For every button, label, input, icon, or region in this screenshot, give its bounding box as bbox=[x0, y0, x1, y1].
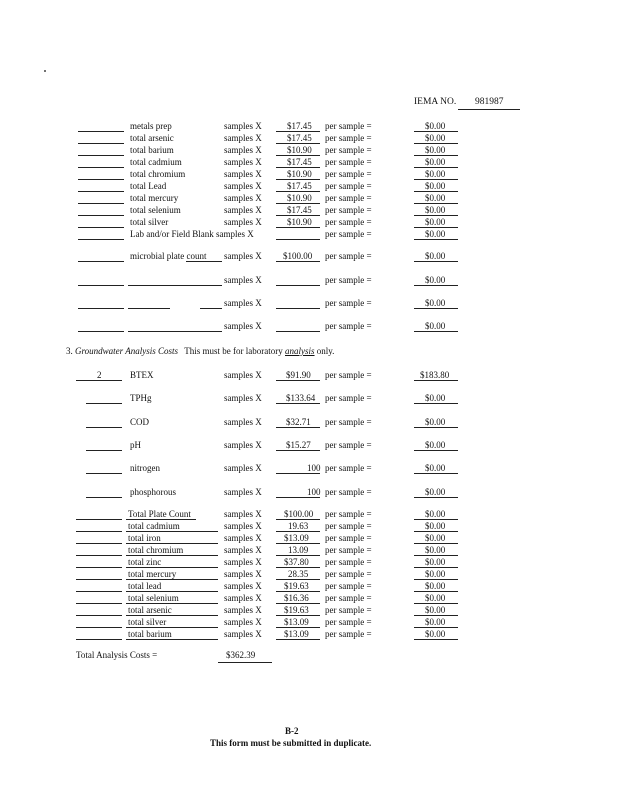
line-cost: $0.00 bbox=[425, 593, 446, 603]
qty-value: 2 bbox=[97, 370, 102, 380]
cost-underline[interactable] bbox=[414, 227, 458, 228]
samples-label: samples X bbox=[224, 521, 262, 531]
cost-underline[interactable] bbox=[414, 591, 458, 592]
price-underline[interactable] bbox=[276, 519, 320, 520]
unit-price: $16.36 bbox=[284, 593, 309, 603]
cost-underline[interactable] bbox=[414, 285, 458, 286]
qty-field[interactable] bbox=[86, 450, 122, 451]
samples-label: samples X bbox=[224, 463, 262, 473]
test-label: total mercury bbox=[130, 193, 179, 203]
per-sample-label: per sample = bbox=[325, 617, 372, 627]
unit-price: $100.00 bbox=[284, 509, 314, 519]
price-underline[interactable] bbox=[276, 531, 320, 532]
cost-underline[interactable] bbox=[414, 627, 458, 628]
test-label: total iron bbox=[128, 533, 161, 543]
label-underline[interactable] bbox=[126, 519, 196, 520]
label-underline[interactable] bbox=[126, 555, 218, 556]
cost-underline[interactable] bbox=[414, 579, 458, 580]
label-field[interactable] bbox=[128, 285, 222, 286]
label-underline[interactable] bbox=[126, 567, 218, 568]
cost-underline[interactable] bbox=[414, 331, 458, 332]
test-label: total mercury bbox=[128, 569, 177, 579]
cost-underline[interactable] bbox=[414, 567, 458, 568]
per-sample-label: per sample = bbox=[325, 157, 372, 167]
line-cost: $0.00 bbox=[425, 205, 446, 215]
line-cost: $0.00 bbox=[425, 251, 446, 261]
samples-label: samples X bbox=[224, 617, 262, 627]
samples-label: samples X bbox=[224, 393, 262, 403]
samples-label: samples X bbox=[224, 121, 262, 131]
test-label: total cadmium bbox=[128, 521, 180, 531]
qty-field[interactable] bbox=[78, 167, 124, 168]
qty-field[interactable] bbox=[86, 403, 122, 404]
samples-label: samples X bbox=[224, 321, 262, 331]
line-cost: $0.00 bbox=[425, 229, 446, 239]
cost-underline[interactable] bbox=[414, 239, 458, 240]
samples-label: samples X bbox=[224, 370, 262, 380]
unit-price: $19.63 bbox=[284, 605, 309, 615]
label-underline[interactable] bbox=[186, 261, 222, 262]
test-label: total lead bbox=[128, 581, 162, 591]
price-underline[interactable] bbox=[276, 261, 320, 262]
per-sample-label: per sample = bbox=[325, 509, 372, 519]
samples-label: samples X bbox=[224, 605, 262, 615]
total-value-underline bbox=[218, 662, 272, 663]
unit-price: $19.63 bbox=[284, 581, 309, 591]
cost-underline[interactable] bbox=[414, 261, 458, 262]
test-label: total chromium bbox=[128, 545, 184, 555]
test-label: TPHg bbox=[130, 393, 152, 403]
cost-underline[interactable] bbox=[414, 179, 458, 180]
section3-note-end: only. bbox=[316, 346, 335, 356]
scan-speck bbox=[44, 70, 46, 72]
unit-price: $10.90 bbox=[287, 169, 312, 179]
per-sample-label: per sample = bbox=[325, 417, 372, 427]
per-sample-label: per sample = bbox=[325, 121, 372, 131]
samples-label: samples X bbox=[224, 145, 262, 155]
cost-underline[interactable] bbox=[414, 167, 458, 168]
unit-price: 100 bbox=[307, 463, 321, 473]
line-cost: $183.80 bbox=[420, 370, 450, 380]
line-cost: $0.00 bbox=[425, 463, 446, 473]
qty-field[interactable] bbox=[78, 131, 124, 132]
unit-price: $17.45 bbox=[287, 181, 312, 191]
per-sample-label: per sample = bbox=[325, 605, 372, 615]
iema-label: IEMA NO. bbox=[414, 97, 457, 107]
unit-price: $17.45 bbox=[287, 157, 312, 167]
price-underline[interactable] bbox=[276, 191, 320, 192]
label-underline[interactable] bbox=[126, 579, 218, 580]
price-underline[interactable] bbox=[276, 155, 320, 156]
label-field-tail[interactable] bbox=[200, 308, 222, 309]
unit-price: $13.09 bbox=[284, 617, 309, 627]
price-underline[interactable] bbox=[276, 615, 320, 616]
samples-label: samples X bbox=[224, 157, 262, 167]
per-sample-label: per sample = bbox=[325, 193, 372, 203]
price-underline[interactable] bbox=[276, 543, 320, 544]
unit-price: 100 bbox=[307, 487, 321, 497]
qty-field[interactable] bbox=[86, 427, 122, 428]
unit-price: $17.45 bbox=[287, 121, 312, 131]
line-cost: $0.00 bbox=[425, 393, 446, 403]
qty-field[interactable] bbox=[76, 639, 122, 640]
per-sample-label: per sample = bbox=[325, 440, 372, 450]
qty-field[interactable] bbox=[76, 567, 122, 568]
test-label: nitrogen bbox=[130, 463, 160, 473]
samples-label: samples X bbox=[224, 557, 262, 567]
per-sample-label: per sample = bbox=[325, 169, 372, 179]
price-underline[interactable] bbox=[276, 603, 320, 604]
test-label: total arsenic bbox=[130, 133, 174, 143]
cost-underline[interactable] bbox=[414, 531, 458, 532]
test-label: microbial plate count bbox=[130, 251, 207, 261]
line-cost: $0.00 bbox=[425, 557, 446, 567]
qty-field[interactable] bbox=[76, 627, 122, 628]
per-sample-label: per sample = bbox=[325, 321, 372, 331]
unit-price: $10.90 bbox=[287, 217, 312, 227]
total-value: $362.39 bbox=[226, 650, 256, 660]
line-cost: $0.00 bbox=[425, 121, 446, 131]
line-cost: $0.00 bbox=[425, 617, 446, 627]
per-sample-label: per sample = bbox=[325, 545, 372, 555]
per-sample-label: per sample = bbox=[325, 393, 372, 403]
samples-label: samples X bbox=[224, 509, 262, 519]
label-underline[interactable] bbox=[126, 591, 218, 592]
qty-field[interactable] bbox=[78, 191, 124, 192]
test-label: Total Plate Count bbox=[128, 509, 191, 519]
section3-note: This must be for laboratory bbox=[184, 346, 283, 356]
samples-label: samples X bbox=[224, 440, 262, 450]
unit-price: $37.80 bbox=[284, 557, 309, 567]
samples-label: samples X bbox=[224, 487, 262, 497]
cost-underline[interactable] bbox=[414, 203, 458, 204]
price-underline[interactable] bbox=[276, 579, 320, 580]
samples-label: samples X bbox=[224, 569, 262, 579]
qty-field[interactable] bbox=[78, 203, 124, 204]
price-underline[interactable] bbox=[276, 450, 320, 451]
line-cost: $0.00 bbox=[425, 487, 446, 497]
test-label: BTEX bbox=[130, 370, 154, 380]
line-cost: $0.00 bbox=[425, 629, 446, 639]
per-sample-label: per sample = bbox=[325, 629, 372, 639]
per-sample-label: per sample = bbox=[325, 463, 372, 473]
per-sample-label: per sample = bbox=[325, 181, 372, 191]
samples-label: samples X bbox=[224, 275, 262, 285]
samples-label: samples X bbox=[224, 181, 262, 191]
cost-underline[interactable] bbox=[414, 308, 458, 309]
unit-price: $32.71 bbox=[286, 417, 311, 427]
line-cost: $0.00 bbox=[425, 521, 446, 531]
test-label: pH bbox=[130, 440, 141, 450]
unit-price: $91.90 bbox=[286, 370, 311, 380]
price-underline[interactable] bbox=[276, 143, 320, 144]
qty-field[interactable] bbox=[78, 155, 124, 156]
per-sample-label: per sample = bbox=[325, 581, 372, 591]
label-underline[interactable] bbox=[126, 603, 218, 604]
price-underline[interactable] bbox=[276, 285, 320, 286]
qty-field[interactable] bbox=[76, 519, 122, 520]
unit-price: 13.09 bbox=[288, 545, 309, 555]
per-sample-label: per sample = bbox=[325, 205, 372, 215]
price-underline[interactable] bbox=[276, 473, 320, 474]
price-underline[interactable] bbox=[276, 308, 320, 309]
qty-field[interactable] bbox=[78, 239, 124, 240]
label-field[interactable] bbox=[128, 331, 222, 332]
test-label: total barium bbox=[128, 629, 172, 639]
price-underline[interactable] bbox=[276, 403, 320, 404]
line-cost: $0.00 bbox=[425, 533, 446, 543]
price-underline[interactable] bbox=[276, 555, 320, 556]
samples-label: samples X bbox=[224, 298, 262, 308]
per-sample-label: per sample = bbox=[325, 370, 372, 380]
test-label: Lab and/or Field Blank samples X bbox=[130, 229, 254, 239]
test-label: total zinc bbox=[128, 557, 162, 567]
cost-underline[interactable] bbox=[414, 143, 458, 144]
unit-price: $10.90 bbox=[287, 193, 312, 203]
test-label: total selenium bbox=[130, 205, 181, 215]
price-underline[interactable] bbox=[276, 215, 320, 216]
cost-underline[interactable] bbox=[414, 639, 458, 640]
line-cost: $0.00 bbox=[425, 509, 446, 519]
samples-label: samples X bbox=[224, 581, 262, 591]
unit-price: $17.45 bbox=[287, 205, 312, 215]
price-underline[interactable] bbox=[276, 639, 320, 640]
cost-underline[interactable] bbox=[414, 380, 458, 381]
qty-field[interactable] bbox=[78, 179, 124, 180]
qty-field[interactable] bbox=[76, 603, 122, 604]
test-label: phosphorous bbox=[130, 487, 177, 497]
cost-underline[interactable] bbox=[414, 543, 458, 544]
price-underline[interactable] bbox=[276, 567, 320, 568]
qty-field[interactable] bbox=[76, 543, 122, 544]
cost-underline[interactable] bbox=[414, 555, 458, 556]
samples-label: samples X bbox=[224, 217, 262, 227]
line-cost: $0.00 bbox=[425, 569, 446, 579]
qty-field[interactable] bbox=[86, 473, 122, 474]
qty-field[interactable] bbox=[76, 579, 122, 580]
qty-field[interactable] bbox=[86, 497, 122, 498]
test-label: COD bbox=[130, 417, 150, 427]
qty-field[interactable] bbox=[78, 215, 124, 216]
test-label: total silver bbox=[128, 617, 167, 627]
iema-number: 981987 bbox=[475, 97, 504, 107]
line-cost: $0.00 bbox=[425, 321, 446, 331]
test-label: total Lead bbox=[130, 181, 167, 191]
unit-price: 28.35 bbox=[288, 569, 309, 579]
samples-label: samples X bbox=[224, 417, 262, 427]
section3-note-emphasis: analysis bbox=[285, 346, 315, 356]
total-label: Total Analysis Costs = bbox=[76, 650, 158, 660]
unit-price: $13.09 bbox=[284, 629, 309, 639]
qty-field[interactable] bbox=[78, 285, 124, 286]
qty-field[interactable] bbox=[78, 308, 124, 309]
price-underline[interactable] bbox=[276, 591, 320, 592]
per-sample-label: per sample = bbox=[325, 145, 372, 155]
test-label: total cadmium bbox=[130, 157, 182, 167]
unit-price: $10.90 bbox=[287, 145, 312, 155]
per-sample-label: per sample = bbox=[325, 533, 372, 543]
line-cost: $0.00 bbox=[425, 545, 446, 555]
line-cost: $0.00 bbox=[425, 581, 446, 591]
cost-underline[interactable] bbox=[414, 519, 458, 520]
cost-underline[interactable] bbox=[414, 450, 458, 451]
line-cost: $0.00 bbox=[425, 298, 446, 308]
price-underline[interactable] bbox=[276, 497, 320, 498]
cost-underline[interactable] bbox=[414, 497, 458, 498]
samples-label: samples X bbox=[224, 629, 262, 639]
unit-price: $15.27 bbox=[286, 440, 311, 450]
cost-underline[interactable] bbox=[414, 131, 458, 132]
line-cost: $0.00 bbox=[425, 440, 446, 450]
label-underline[interactable] bbox=[126, 543, 218, 544]
line-cost: $0.00 bbox=[425, 193, 446, 203]
test-label: metals prep bbox=[130, 121, 172, 131]
per-sample-label: per sample = bbox=[325, 298, 372, 308]
unit-price: $17.45 bbox=[287, 133, 312, 143]
section3-number: 3. bbox=[66, 346, 73, 356]
qty-field[interactable] bbox=[76, 380, 122, 381]
test-label: total chromium bbox=[130, 169, 186, 179]
section3-title: Groundwater Analysis Costs bbox=[75, 346, 179, 356]
label-underline[interactable] bbox=[126, 615, 218, 616]
line-cost: $0.00 bbox=[425, 145, 446, 155]
price-underline[interactable] bbox=[276, 627, 320, 628]
samples-label: samples X bbox=[224, 593, 262, 603]
test-label: total barium bbox=[130, 145, 174, 155]
samples-label: samples X bbox=[224, 133, 262, 143]
samples-label: samples X bbox=[224, 545, 262, 555]
unit-price: 19.63 bbox=[288, 521, 309, 531]
line-cost: $0.00 bbox=[425, 217, 446, 227]
per-sample-label: per sample = bbox=[325, 251, 372, 261]
cost-underline[interactable] bbox=[414, 427, 458, 428]
qty-field[interactable] bbox=[76, 615, 122, 616]
label-underline[interactable] bbox=[126, 531, 218, 532]
price-underline[interactable] bbox=[276, 203, 320, 204]
qty-field[interactable] bbox=[76, 531, 122, 532]
price-underline[interactable] bbox=[276, 227, 320, 228]
section3-heading bbox=[66, 347, 334, 356]
cost-underline[interactable] bbox=[414, 473, 458, 474]
iema-number-underline bbox=[458, 109, 520, 110]
samples-label: samples X bbox=[224, 533, 262, 543]
per-sample-label: per sample = bbox=[325, 487, 372, 497]
unit-price: $13.09 bbox=[284, 533, 309, 543]
line-cost: $0.00 bbox=[425, 605, 446, 615]
per-sample-label: per sample = bbox=[325, 229, 372, 239]
line-cost: $0.00 bbox=[425, 133, 446, 143]
test-label: total selenium bbox=[128, 593, 179, 603]
qty-field[interactable] bbox=[76, 591, 122, 592]
label-underline[interactable] bbox=[126, 639, 218, 640]
samples-label: samples X bbox=[224, 169, 262, 179]
qty-field[interactable] bbox=[78, 227, 124, 228]
unit-price: $100.00 bbox=[283, 251, 313, 261]
per-sample-label: per sample = bbox=[325, 569, 372, 579]
price-underline[interactable] bbox=[276, 179, 320, 180]
price-underline[interactable] bbox=[276, 380, 320, 381]
qty-field[interactable] bbox=[78, 261, 124, 262]
line-cost: $0.00 bbox=[425, 181, 446, 191]
samples-label: samples X bbox=[224, 205, 262, 215]
samples-label: samples X bbox=[224, 193, 262, 203]
line-cost: $0.00 bbox=[425, 169, 446, 179]
line-cost: $0.00 bbox=[425, 417, 446, 427]
label-underline[interactable] bbox=[126, 627, 218, 628]
duplicate-notice: This form must be submitted in duplicate. bbox=[210, 738, 372, 748]
per-sample-label: per sample = bbox=[325, 217, 372, 227]
cost-underline[interactable] bbox=[414, 615, 458, 616]
line-cost: $0.00 bbox=[425, 157, 446, 167]
price-underline[interactable] bbox=[276, 331, 320, 332]
per-sample-label: per sample = bbox=[325, 133, 372, 143]
per-sample-label: per sample = bbox=[325, 275, 372, 285]
line-cost: $0.00 bbox=[425, 275, 446, 285]
cost-underline[interactable] bbox=[414, 191, 458, 192]
price-underline[interactable] bbox=[276, 131, 320, 132]
test-label: total arsenic bbox=[128, 605, 172, 615]
qty-field[interactable] bbox=[78, 331, 124, 332]
test-label: total silver bbox=[130, 217, 169, 227]
price-underline[interactable] bbox=[276, 427, 320, 428]
qty-field[interactable] bbox=[78, 143, 124, 144]
price-underline[interactable] bbox=[276, 239, 320, 240]
per-sample-label: per sample = bbox=[325, 593, 372, 603]
qty-field[interactable] bbox=[76, 555, 122, 556]
cost-underline[interactable] bbox=[414, 155, 458, 156]
per-sample-label: per sample = bbox=[325, 521, 372, 531]
label-field[interactable] bbox=[128, 308, 170, 309]
unit-price: $133.64 bbox=[286, 393, 316, 403]
cost-underline[interactable] bbox=[414, 403, 458, 404]
price-underline[interactable] bbox=[276, 167, 320, 168]
per-sample-label: per sample = bbox=[325, 557, 372, 567]
samples-label: samples X bbox=[224, 251, 262, 261]
page-number: B-2 bbox=[285, 726, 299, 736]
cost-underline[interactable] bbox=[414, 215, 458, 216]
cost-underline[interactable] bbox=[414, 603, 458, 604]
